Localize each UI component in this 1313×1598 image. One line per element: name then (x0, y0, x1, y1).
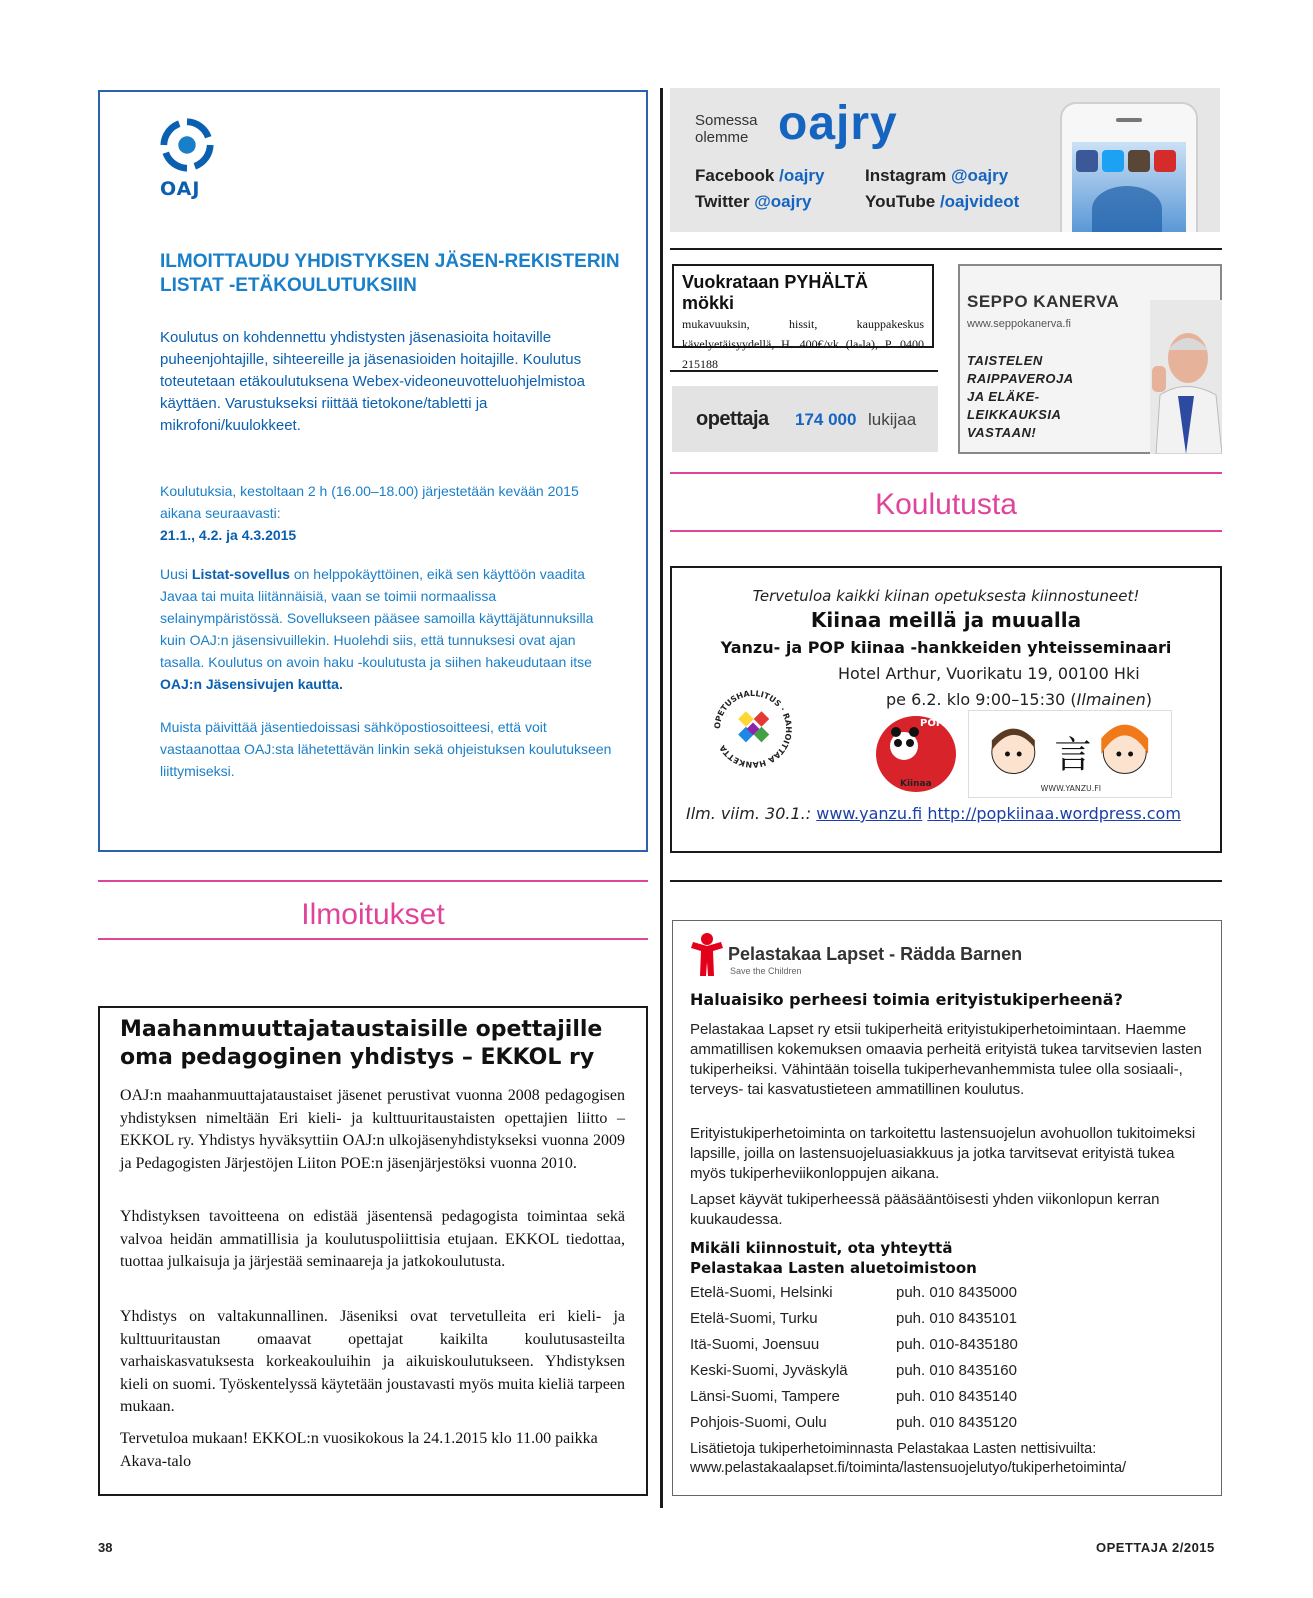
contact-line: Mikäli kiinnostuit, ota yhteyttä (690, 1239, 953, 1257)
mokki-description: mukavuuksin, hissit, kauppakeskus kävelyetäisyydellä, H. 400€/vk (la-la), P. 0400 215188 (682, 317, 924, 371)
office-row (690, 1362, 1090, 1379)
office-phone: puh. 010 8435120 (896, 1414, 1017, 1431)
twitter-line (695, 192, 811, 212)
office-row (690, 1414, 1090, 1431)
opetushallitus-logo (708, 684, 798, 774)
office-city: Etelä-Suomi, Turku (690, 1310, 818, 1327)
office-row (690, 1336, 1090, 1353)
kiina-subtitle: Yanzu- ja POP kiinaa -hankkeiden yhteisseminaari (720, 638, 1172, 657)
office-city: Itä-Suomi, Joensuu (690, 1336, 820, 1353)
facebook-line (695, 166, 824, 186)
readers-label: lukijaa (868, 410, 917, 429)
oaj-schedule (160, 480, 615, 546)
oaj-schedule-text: Koulutuksia, kestoltaan 2 h (16.00–18.00) järjestetään kevään 2015 aikana seuraavasti: (160, 483, 579, 521)
office-city: Länsi-Suomi, Tampere (690, 1388, 840, 1405)
contact-line: Pelastakaa Lasten aluetoimistoon (690, 1259, 977, 1277)
rule (670, 472, 1222, 474)
pelastakaa-contact-heading (690, 1238, 977, 1278)
twitter-label: Twitter (695, 192, 750, 211)
twitter-icon (1102, 150, 1124, 172)
pelastakaa-question: Haluaisiko perheesi toimia erityistukiperheenä? (690, 990, 1123, 1009)
oaj-dates: 21.1., 4.2. ja 4.3.2015 (160, 527, 297, 543)
oaj-logo-icon (158, 116, 216, 174)
facebook-handle: /oajry (779, 166, 825, 185)
kiina-title: Kiinaa meillä ja muualla (810, 608, 1082, 632)
readers-count: 174 000 (795, 410, 857, 429)
office-row (690, 1310, 1090, 1327)
facebook-label: Facebook (695, 166, 775, 185)
pelastakaa-paragraph: Erityistukiperhetoiminta on tarkoitettu lastensuojelun avohuollon tukitoimeksi lapsille, joilla on lastensuojeluasiakkuus ja jotka tarvitsevat erityistä tukea myös tukiperheviikonloppujen aikana. (690, 1125, 1196, 1182)
oaj-app-text (160, 563, 620, 695)
mokki-title: Vuokrataan PYHÄLTÄ mökki (682, 272, 869, 313)
save-the-children-text: Save the Children (730, 966, 802, 976)
slogan-line: JA ELÄKE- (967, 389, 1040, 404)
slogan-line: RAIPPAVEROJA (967, 371, 1074, 386)
somessa-text (695, 112, 758, 146)
oaj-reminder: Muista päivittää jäsentiedoissasi sähköpostiosoitteesi, että voit vastaanottaa OAJ:sta lähetettävän linkin sekä ohjeistuksen koulutukseen liittymiseksi. (160, 719, 612, 779)
ekkol-paragraph: OAJ:n maahanmuuttajataustaiset jäsenet perustivat vuonna 2008 pedagogisen yhdistyksen nimeltään Eri kieli- ja kulttuuritaustaisten opettajien liitto – EKKOL ry. Yhdistys hyväksyttiin OAJ:n ulkojäsenyhdistykseksi vuonna 2009 ja Pedagogisten Järjestöjen Liiton POE:n jäsenjärjestöksi vuonna 2010. (120, 1087, 625, 1172)
kiina-registration (686, 804, 1181, 823)
instagram-handle: @oajry (950, 166, 1009, 185)
pelastakaa-paragraph: Lapset käyvät tukiperheessä pääsääntöisesti yhden viikonlopun kerran kuukaudessa. (690, 1191, 1160, 1228)
phone-icon (1060, 102, 1198, 232)
seppo-portrait (1150, 300, 1222, 454)
slogan-line: VASTAAN! (967, 425, 1037, 440)
kiina-time-post: ) (1145, 690, 1153, 709)
office-row (690, 1388, 1090, 1405)
section-heading-koulutusta: Koulutusta (875, 488, 1017, 521)
svg-text:言: 言 (1054, 733, 1092, 777)
pelastakaa-paragraph: Pelastakaa Lapset ry etsii tukiperheitä erityistukiperhetoimintaan. Haemme ammatillisen kokemuksen omaavia perheitä erityistä tukea tarvitsevien lasten tukiperheiksi. Vähintään toisella tukiperhevanhemmista tulee olla sosiaali-, terveys- tai kasvatustieteen ammatillinen koulutus. (690, 1021, 1202, 1098)
yanzu-logo-text: WWW.YANZU.FI (1040, 784, 1102, 794)
save-the-children-logo-icon (688, 932, 726, 978)
oaj-intro-text: Koulutus on kohdennettu yhdistysten jäsenasioita hoitaville puheenjohtajille, sihteereille ja jäsenasioiden hoitajille. Koulutus toteutetaan etäkoulutuksena Webex-videoneuvotteluohjelmistoa käyttäen. Varustukseksi riittää tietokone/tabletti ja mikrofoni/kuulokkeet. (160, 329, 586, 434)
instagram-line (865, 166, 1008, 186)
page-number: 38 (98, 1540, 113, 1555)
seppo-slogan (967, 352, 1074, 442)
ekkol-title: Maahanmuuttajataustaisille opettajille oma pedagoginen yhdistys – EKKOL ry (120, 1017, 603, 1070)
pop-logo-text: Kiinaa (900, 779, 932, 789)
mokki-ad (672, 264, 934, 371)
office-city: Pohjois-Suomi, Oulu (690, 1414, 827, 1431)
opettaja-brand: opettaja (696, 408, 769, 430)
office-city: Etelä-Suomi, Helsinki (690, 1284, 833, 1301)
slogan-line: LEIKKAUKSIA (967, 407, 1062, 422)
office-phone: puh. 010 8435000 (896, 1284, 1017, 1301)
yanzu-link[interactable]: www.yanzu.fi (816, 804, 923, 823)
kiina-venue: Hotel Arthur, Vuorikatu 19, 00100 Hki (838, 664, 1140, 683)
instagram-icon (1128, 150, 1150, 172)
oaj-heading: ILMOITTAUDU YHDISTYKSEN JÄSEN-REKISTERIN LISTAT -ETÄKOULUTUKSIIN (160, 251, 620, 296)
oaj-logo-text: OAJ (160, 178, 201, 200)
youtube-handle: /oajvideot (939, 192, 1020, 211)
youtube-label: YouTube (865, 192, 936, 211)
more-info-text: Lisätietoja tukiperhetoiminnasta Pelastakaa Lasten nettisivuilta: (690, 1441, 1097, 1457)
office-row (690, 1284, 1090, 1301)
yanzu-logo (968, 710, 1172, 798)
office-city: Keski-Suomi, Jyväskylä (690, 1362, 848, 1379)
oaj-app-name: Listat-sovellus (191, 566, 290, 582)
office-phone: puh. 010 8435160 (896, 1362, 1017, 1379)
column-divider (660, 88, 663, 1508)
more-info-url: www.pelastakaalapset.fi/toiminta/lastensuojelutyo/tukiperhetoiminta/ (690, 1460, 1127, 1476)
slogan-line: TAISTELEN (967, 353, 1043, 368)
section-heading-ilmoitukset: Ilmoitukset (301, 898, 445, 931)
rule (670, 530, 1222, 532)
office-phone: puh. 010 8435140 (896, 1388, 1017, 1405)
oajry-brand: oajry (778, 97, 898, 150)
olemme-line: olemme (695, 129, 749, 146)
ekkol-paragraph: Yhdistys on valtakunnallinen. Jäseniksi ovat tervetulleita eri kieli- ja kulttuuritaustan omaavat opettajat kaikilta koulutusasteilta varhaiskasvatuksesta korkeakouluihin ja aikuiskoulutukseen. Yhdistyksen kieli on suomi. Työskentelyssä käytetään joustavasti myös muita kieliä tarpeen mukaan. (120, 1308, 625, 1415)
svg-text:POP: POP (920, 718, 944, 729)
pelastakaa-more-info (690, 1440, 1210, 1478)
oaj-app-body: on helppokäyttöinen, eikä sen käyttöön vaadita Javaa tai muita liitännäisiä, vaan se toimii normaalissa selainympäristössä. Sovellukseen pääsee samoilla käyttäjätunnuksilla kuin OAJ:n jäsensivuillekin. Huolehdi siis, että tunnuksesi ovat ajan tasalla. Koulutus on avoin haku -koulutusta ja siihen hakeudutaan itse (160, 566, 594, 670)
instagram-label: Instagram (865, 166, 947, 185)
youtube-line (865, 192, 1019, 212)
office-phone: puh. 010 8435101 (896, 1310, 1017, 1327)
registration-label: Ilm. viim. 30.1.: (686, 804, 812, 823)
twitter-handle: @oajry (754, 192, 812, 211)
pop-kiinaa-logo (870, 712, 962, 794)
facebook-icon (1076, 150, 1098, 172)
kiina-time-pre: pe 6.2. klo 9:00–15:30 ( (886, 690, 1077, 709)
somessa-line: Somessa (695, 112, 758, 129)
seppo-website: www.seppokanerva.fi (967, 318, 1071, 330)
kiina-time-free: Ilmainen (1076, 690, 1146, 709)
rule (98, 880, 648, 882)
office-phone: puh. 010-8435180 (896, 1336, 1018, 1353)
pelastakaa-brand: Pelastakaa Lapset - Rädda Barnen (728, 944, 1023, 964)
kiina-welcome: Tervetuloa kaikki kiinan opetuksesta kiinnostuneet! (752, 587, 1140, 605)
issue-label: OPETTAJA 2/2015 (1096, 1540, 1215, 1555)
youtube-icon (1154, 150, 1176, 172)
seppo-name: SEPPO KANERVA (967, 292, 1120, 311)
kiina-time (886, 690, 1152, 709)
popkiinaa-link[interactable]: http://popkiinaa.wordpress.com (927, 804, 1181, 823)
rule (670, 880, 1222, 882)
oph-logo-text: OPETUSHALLITUS · RAHOITTAA HANKETTA (712, 688, 794, 770)
oaj-members-link: OAJ:n Jäsensivujen kautta. (160, 676, 343, 692)
oaj-app-pre: Uusi (160, 566, 192, 582)
rule (98, 938, 648, 940)
ekkol-paragraph: Yhdistyksen tavoitteena on edistää jäsentensä pedagogista toimintaa sekä valvoa heidän ammatillisia ja koulutuspoliittisia etujaan. EKKOL tiedottaa, tuottaa julkaisuja ja järjestää seminaareja ja jatkokoulutusta. (120, 1208, 625, 1270)
rule (670, 248, 1222, 250)
ekkol-paragraph: Tervetuloa mukaan! EKKOL:n vuosikokous la 24.1.2015 klo 11.00 paikka Akava-talo (120, 1430, 598, 1470)
